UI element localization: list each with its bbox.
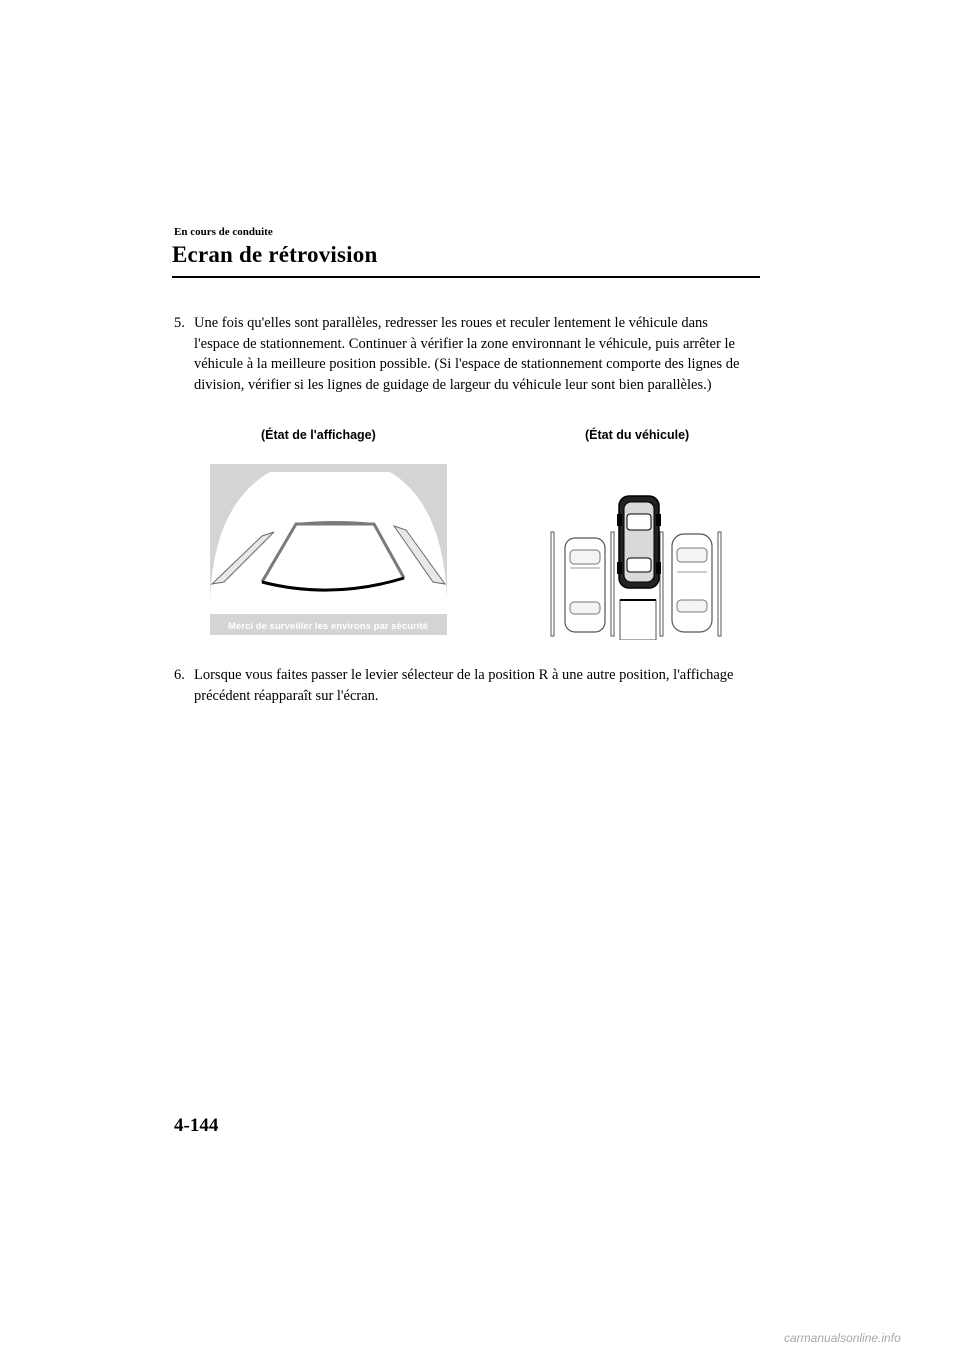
rearview-display-illustration	[210, 464, 447, 635]
parked-car-left	[565, 538, 605, 632]
parking-line	[718, 532, 721, 636]
screen-message: Merci de surveiller les environs par sécurité	[228, 621, 428, 632]
parking-space	[620, 600, 656, 640]
section-label: En cours de conduite	[174, 226, 273, 238]
page-title: Ecran de rétrovision	[172, 242, 378, 267]
step-5	[174, 313, 754, 395]
parked-car-right	[672, 534, 712, 632]
watermark: carmanualsonline.info	[784, 1331, 901, 1345]
step-text: Une fois qu'elles sont parallèles, redresser les roues et reculer lentement le véhicule dans l'espace de stationnement. Continuer à vérifier la zone environnant le véhicule, puis arrêter le véhicule à la meilleure position possible. (Si l'espace de stationnement comporte des lignes de division, vérifier si les lignes de guidage de largeur du véhicule leur sont bien parallèles.)	[194, 315, 740, 393]
reversing-car	[617, 496, 661, 588]
parking-line	[551, 532, 554, 636]
title-divider	[172, 276, 760, 278]
step-6	[174, 665, 754, 706]
vehicle-state-label: (État du véhicule)	[585, 428, 690, 442]
parking-line	[611, 532, 614, 636]
page-number: 4-144	[174, 1115, 219, 1136]
display-state-label: (État de l'affichage)	[261, 428, 376, 442]
step-number: 5.	[174, 315, 185, 331]
vehicle-state-illustration	[548, 492, 738, 640]
parking-line	[660, 532, 663, 636]
step-number: 6.	[174, 667, 185, 683]
step-text: Lorsque vous faites passer le levier sélecteur de la position R à une autre position, l'affichage précédent réapparaît sur l'écran.	[194, 667, 734, 704]
